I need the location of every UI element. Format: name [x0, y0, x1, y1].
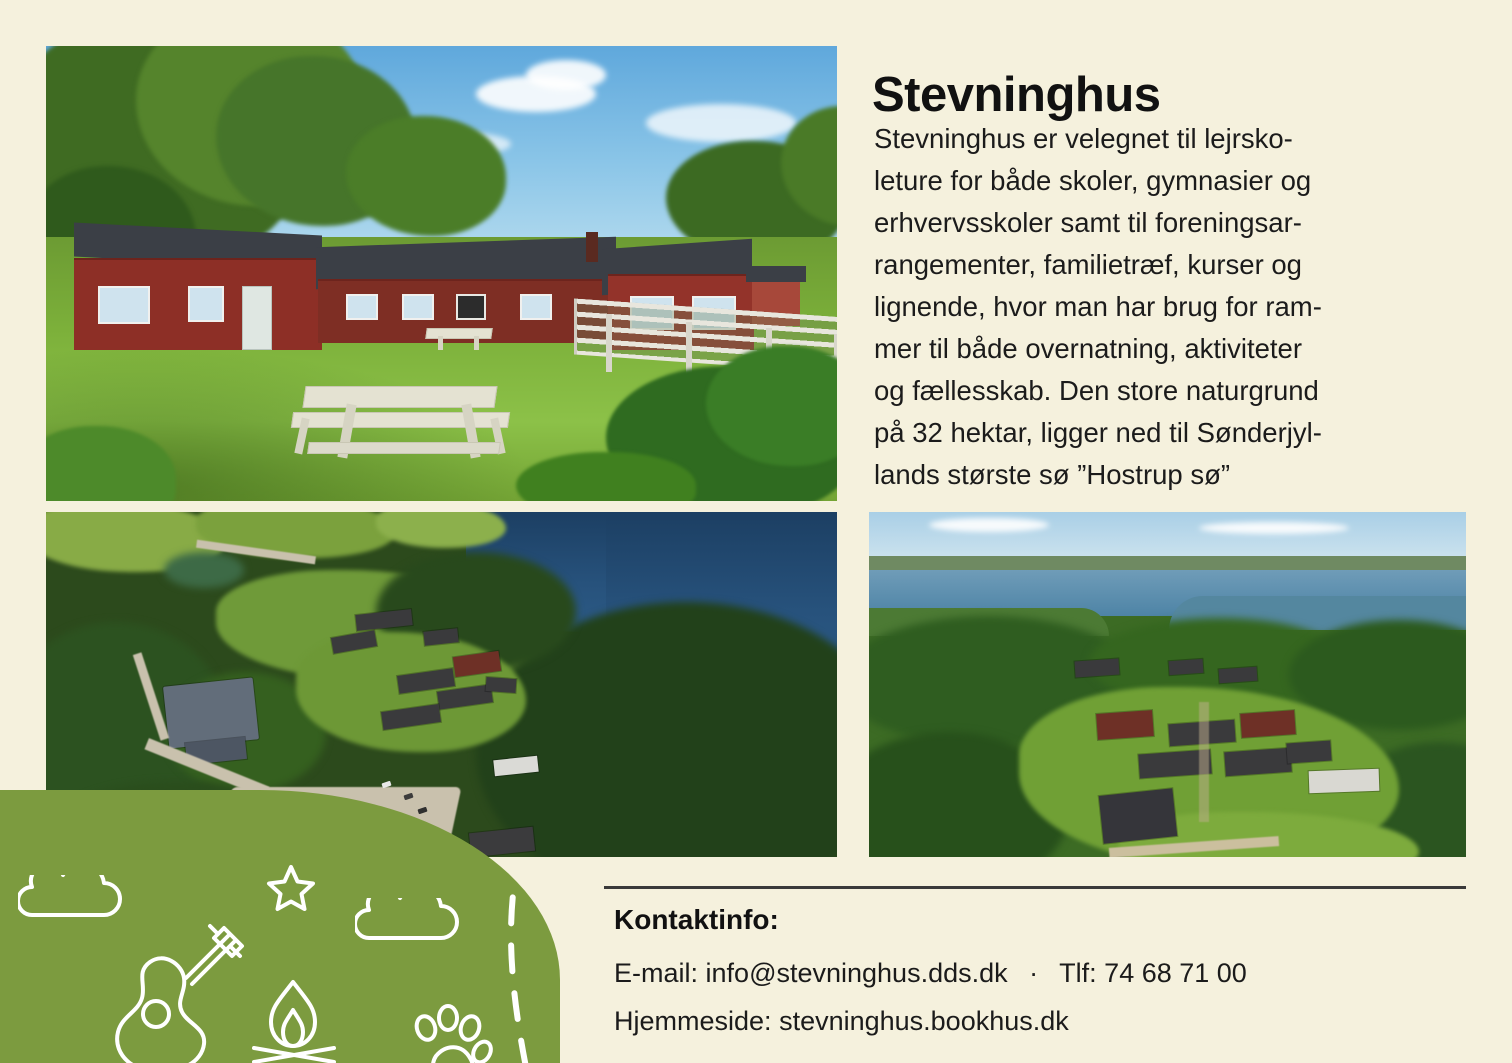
page-title: Stevninghus [872, 67, 1161, 122]
description-line: erhvervsskoler samt til foreningsar- [874, 207, 1302, 238]
website-label: Hjemmeside: [614, 1006, 772, 1036]
description-line: mer til både overnatning, aktiviteter [874, 333, 1302, 364]
picnic-table-bench [307, 442, 501, 454]
paw-icon [400, 998, 500, 1063]
website-value[interactable]: stevninghus.bookhus.dk [779, 1006, 1069, 1036]
cloud-icon [355, 898, 465, 948]
path [1199, 702, 1209, 822]
cloud-shape [526, 60, 606, 90]
tent [1309, 769, 1380, 793]
cloud-shape [646, 104, 796, 142]
cabin [1224, 748, 1292, 777]
door [242, 286, 272, 350]
phone-label: Tlf: [1059, 958, 1097, 988]
cabin [1169, 659, 1204, 675]
bench-leg [474, 336, 479, 350]
bench-leg [438, 336, 443, 350]
photo-house [46, 46, 837, 501]
star-icon [265, 862, 317, 914]
phone-value[interactable]: 74 68 71 00 [1104, 958, 1247, 988]
cabin [1286, 740, 1331, 763]
contact-email-line [614, 958, 1247, 989]
contact-divider [604, 886, 1466, 889]
description-text [874, 118, 1449, 496]
cloud-shape [1199, 522, 1349, 534]
window [402, 294, 434, 320]
cabin [1074, 658, 1119, 677]
guitar-icon [100, 918, 250, 1063]
fence-post [606, 314, 612, 372]
window [188, 286, 224, 322]
chimney [586, 232, 598, 262]
window [520, 294, 552, 320]
cabin [1219, 667, 1258, 684]
photo-aerial-right [869, 512, 1466, 857]
pond [164, 552, 244, 588]
email-value[interactable]: info@stevninghus.dds.dk [705, 958, 1008, 988]
description-line: lands største sø ”Hostrup sø” [874, 459, 1231, 490]
picnic-table-bench [291, 412, 510, 428]
description-line: og fællesskab. Den store naturgrund [874, 375, 1319, 406]
email-label: E-mail: [614, 958, 699, 988]
description-line: Stevninghus er velegnet til lejrsko- [874, 123, 1293, 154]
cloud-icon [18, 875, 128, 925]
contact-heading: Kontaktinfo: [614, 904, 779, 935]
contact-website-line [614, 1006, 1069, 1037]
cabin [486, 677, 517, 693]
window [98, 286, 150, 324]
roof [746, 266, 806, 282]
main-building [1099, 788, 1178, 843]
description-line: på 32 hektar, ligger ned til Sønderjyl- [874, 417, 1322, 448]
cabin [1096, 710, 1154, 740]
separator-dot: · [1029, 958, 1039, 988]
description-line: lignende, hvor man har brug for ram- [874, 291, 1322, 322]
description-line: leture for både skoler, gymnasier og [874, 165, 1312, 196]
window [456, 294, 486, 320]
bench [425, 328, 493, 339]
campfire-icon [238, 970, 348, 1063]
window [346, 294, 378, 320]
description-line: rangementer, familietræf, kurser og [874, 249, 1302, 280]
cloud-shape [929, 518, 1049, 532]
cabin [1240, 710, 1296, 738]
